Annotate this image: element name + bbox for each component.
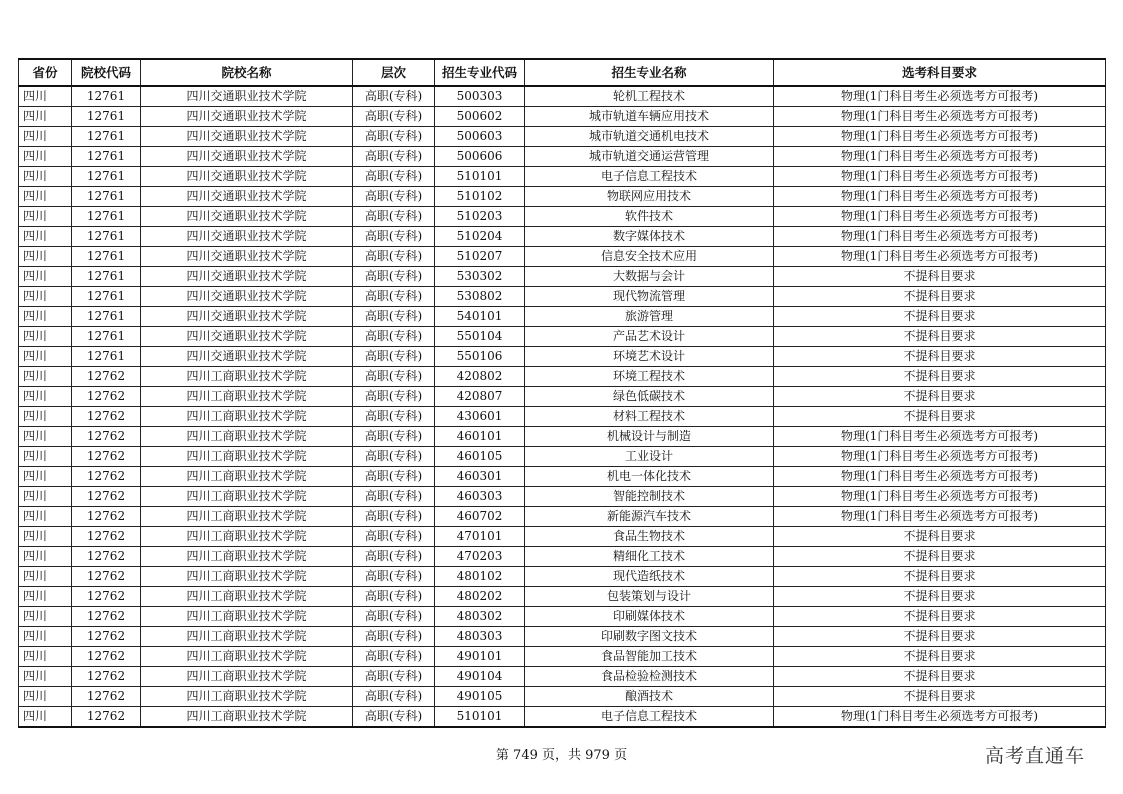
cell-level: 高职(专科)	[353, 547, 435, 567]
cell-school-code: 12761	[72, 267, 141, 287]
cell-level: 高职(专科)	[353, 667, 435, 687]
cell-province: 四川	[19, 587, 72, 607]
cell-major-name: 食品检验检测技术	[525, 667, 774, 687]
cell-major-code: 510101	[435, 707, 525, 728]
cell-level: 高职(专科)	[353, 447, 435, 467]
table-row	[19, 267, 1106, 287]
table-row	[19, 307, 1106, 327]
cell-school-code: 12762	[72, 467, 141, 487]
cell-school-name: 四川工商职业技术学院	[141, 447, 353, 467]
table-row	[19, 86, 1106, 107]
cell-level: 高职(专科)	[353, 307, 435, 327]
cell-school-code: 12762	[72, 707, 141, 728]
table-row	[19, 507, 1106, 527]
cell-school-code: 12761	[72, 147, 141, 167]
table-header-row	[19, 59, 1106, 86]
cell-major-name: 印刷数字图文技术	[525, 627, 774, 647]
cell-province: 四川	[19, 267, 72, 287]
cell-major-code: 500606	[435, 147, 525, 167]
cell-province: 四川	[19, 227, 72, 247]
cell-province: 四川	[19, 467, 72, 487]
cell-major-code: 500303	[435, 86, 525, 107]
header-major-name: 招生专业名称	[525, 59, 774, 86]
cell-subject-requirement: 不提科目要求	[774, 407, 1106, 427]
table-row	[19, 587, 1106, 607]
cell-major-code: 460105	[435, 447, 525, 467]
cell-province: 四川	[19, 127, 72, 147]
cell-major-name: 包装策划与设计	[525, 587, 774, 607]
table-row	[19, 167, 1106, 187]
cell-school-code: 12762	[72, 587, 141, 607]
cell-major-name: 轮机工程技术	[525, 86, 774, 107]
cell-province: 四川	[19, 327, 72, 347]
cell-subject-requirement: 物理(1门科目考生必须选考方可报考)	[774, 447, 1106, 467]
cell-major-code: 470101	[435, 527, 525, 547]
cell-major-code: 500602	[435, 107, 525, 127]
cell-school-name: 四川交通职业技术学院	[141, 107, 353, 127]
cell-subject-requirement: 物理(1门科目考生必须选考方可报考)	[774, 86, 1106, 107]
cell-province: 四川	[19, 407, 72, 427]
cell-school-code: 12762	[72, 447, 141, 467]
cell-major-name: 信息安全技术应用	[525, 247, 774, 267]
cell-province: 四川	[19, 247, 72, 267]
cell-subject-requirement: 物理(1门科目考生必须选考方可报考)	[774, 227, 1106, 247]
cell-major-code: 460301	[435, 467, 525, 487]
cell-school-name: 四川工商职业技术学院	[141, 547, 353, 567]
cell-major-code: 540101	[435, 307, 525, 327]
cell-subject-requirement: 物理(1门科目考生必须选考方可报考)	[774, 107, 1106, 127]
cell-school-name: 四川工商职业技术学院	[141, 387, 353, 407]
cell-province: 四川	[19, 527, 72, 547]
cell-province: 四川	[19, 647, 72, 667]
cell-province: 四川	[19, 147, 72, 167]
cell-major-name: 旅游管理	[525, 307, 774, 327]
page-number: 第 749 页，共 979 页	[495, 748, 628, 763]
cell-subject-requirement: 物理(1门科目考生必须选考方可报考)	[774, 167, 1106, 187]
cell-school-code: 12762	[72, 647, 141, 667]
cell-school-code: 12761	[72, 287, 141, 307]
cell-major-name: 城市轨道交通运营管理	[525, 147, 774, 167]
cell-province: 四川	[19, 687, 72, 707]
header-school-code: 院校代码	[72, 59, 141, 86]
cell-major-name: 软件技术	[525, 207, 774, 227]
cell-subject-requirement: 物理(1门科目考生必须选考方可报考)	[774, 427, 1106, 447]
cell-level: 高职(专科)	[353, 387, 435, 407]
cell-subject-requirement: 不提科目要求	[774, 527, 1106, 547]
cell-school-code: 12761	[72, 307, 141, 327]
cell-level: 高职(专科)	[353, 567, 435, 587]
cell-school-name: 四川工商职业技术学院	[141, 527, 353, 547]
cell-school-name: 四川交通职业技术学院	[141, 307, 353, 327]
cell-major-code: 460101	[435, 427, 525, 447]
cell-subject-requirement: 不提科目要求	[774, 607, 1106, 627]
cell-major-code: 490104	[435, 667, 525, 687]
cell-level: 高职(专科)	[353, 267, 435, 287]
cell-subject-requirement: 不提科目要求	[774, 627, 1106, 647]
cell-school-name: 四川工商职业技术学院	[141, 687, 353, 707]
table-row	[19, 287, 1106, 307]
cell-school-name: 四川交通职业技术学院	[141, 187, 353, 207]
cell-school-name: 四川交通职业技术学院	[141, 287, 353, 307]
cell-province: 四川	[19, 447, 72, 467]
cell-major-name: 绿色低碳技术	[525, 387, 774, 407]
cell-major-name: 食品生物技术	[525, 527, 774, 547]
cell-subject-requirement: 物理(1门科目考生必须选考方可报考)	[774, 187, 1106, 207]
cell-major-name: 产品艺术设计	[525, 327, 774, 347]
cell-school-code: 12762	[72, 607, 141, 627]
table-row	[19, 487, 1106, 507]
cell-subject-requirement: 不提科目要求	[774, 547, 1106, 567]
cell-school-code: 12761	[72, 207, 141, 227]
cell-school-code: 12762	[72, 387, 141, 407]
cell-level: 高职(专科)	[353, 287, 435, 307]
cell-province: 四川	[19, 387, 72, 407]
cell-province: 四川	[19, 347, 72, 367]
cell-school-code: 12762	[72, 627, 141, 647]
cell-school-name: 四川交通职业技术学院	[141, 227, 353, 247]
cell-major-code: 490105	[435, 687, 525, 707]
table-row	[19, 447, 1106, 467]
cell-major-name: 食品智能加工技术	[525, 647, 774, 667]
cell-major-code: 420807	[435, 387, 525, 407]
cell-major-name: 工业设计	[525, 447, 774, 467]
cell-subject-requirement: 不提科目要求	[774, 347, 1106, 367]
cell-major-name: 机械设计与制造	[525, 427, 774, 447]
cell-level: 高职(专科)	[353, 707, 435, 728]
cell-school-code: 12761	[72, 247, 141, 267]
cell-province: 四川	[19, 107, 72, 127]
cell-major-name: 环境工程技术	[525, 367, 774, 387]
table-row	[19, 567, 1106, 587]
cell-major-code: 480102	[435, 567, 525, 587]
cell-province: 四川	[19, 607, 72, 627]
cell-school-code: 12761	[72, 327, 141, 347]
table-row	[19, 627, 1106, 647]
cell-major-code: 470203	[435, 547, 525, 567]
cell-subject-requirement: 不提科目要求	[774, 647, 1106, 667]
table-row	[19, 227, 1106, 247]
cell-level: 高职(专科)	[353, 227, 435, 247]
cell-school-code: 12762	[72, 407, 141, 427]
cell-major-code: 500603	[435, 127, 525, 147]
cell-province: 四川	[19, 547, 72, 567]
table-row	[19, 367, 1106, 387]
table-row	[19, 187, 1106, 207]
cell-province: 四川	[19, 167, 72, 187]
cell-major-code: 510207	[435, 247, 525, 267]
cell-major-code: 490101	[435, 647, 525, 667]
cell-subject-requirement: 不提科目要求	[774, 387, 1106, 407]
cell-level: 高职(专科)	[353, 367, 435, 387]
cell-school-code: 12761	[72, 347, 141, 367]
cell-province: 四川	[19, 507, 72, 527]
cell-level: 高职(专科)	[353, 427, 435, 447]
table-row	[19, 107, 1106, 127]
cell-school-name: 四川工商职业技术学院	[141, 427, 353, 447]
cell-province: 四川	[19, 427, 72, 447]
cell-major-name: 城市轨道交通机电技术	[525, 127, 774, 147]
cell-level: 高职(专科)	[353, 207, 435, 227]
cell-level: 高职(专科)	[353, 407, 435, 427]
cell-province: 四川	[19, 307, 72, 327]
cell-major-name: 材料工程技术	[525, 407, 774, 427]
cell-level: 高职(专科)	[353, 327, 435, 347]
table-row	[19, 387, 1106, 407]
cell-major-code: 510101	[435, 167, 525, 187]
cell-school-name: 四川交通职业技术学院	[141, 327, 353, 347]
cell-subject-requirement: 不提科目要求	[774, 687, 1106, 707]
cell-school-name: 四川交通职业技术学院	[141, 207, 353, 227]
header-province: 省份	[19, 59, 72, 86]
cell-level: 高职(专科)	[353, 467, 435, 487]
cell-school-code: 12762	[72, 527, 141, 547]
cell-school-name: 四川交通职业技术学院	[141, 347, 353, 367]
cell-province: 四川	[19, 487, 72, 507]
cell-school-name: 四川交通职业技术学院	[141, 86, 353, 107]
cell-major-name: 酿酒技术	[525, 687, 774, 707]
cell-major-name: 物联网应用技术	[525, 187, 774, 207]
cell-major-name: 大数据与会计	[525, 267, 774, 287]
cell-level: 高职(专科)	[353, 347, 435, 367]
cell-province: 四川	[19, 627, 72, 647]
cell-school-name: 四川工商职业技术学院	[141, 587, 353, 607]
table-row	[19, 527, 1106, 547]
cell-major-name: 印刷媒体技术	[525, 607, 774, 627]
cell-school-code: 12762	[72, 667, 141, 687]
cell-school-name: 四川工商职业技术学院	[141, 607, 353, 627]
cell-school-code: 12761	[72, 227, 141, 247]
table-row	[19, 667, 1106, 687]
cell-school-name: 四川工商职业技术学院	[141, 567, 353, 587]
table-row	[19, 647, 1106, 667]
cell-major-name: 环境艺术设计	[525, 347, 774, 367]
cell-level: 高职(专科)	[353, 607, 435, 627]
table-row	[19, 247, 1106, 267]
cell-school-code: 12761	[72, 167, 141, 187]
cell-subject-requirement: 不提科目要求	[774, 667, 1106, 687]
table-row	[19, 127, 1106, 147]
table-row	[19, 347, 1106, 367]
cell-school-name: 四川交通职业技术学院	[141, 147, 353, 167]
cell-school-name: 四川工商职业技术学院	[141, 647, 353, 667]
cell-major-code: 460702	[435, 507, 525, 527]
cell-school-name: 四川交通职业技术学院	[141, 247, 353, 267]
cell-subject-requirement: 物理(1门科目考生必须选考方可报考)	[774, 487, 1106, 507]
cell-level: 高职(专科)	[353, 627, 435, 647]
table-row	[19, 547, 1106, 567]
cell-school-name: 四川工商职业技术学院	[141, 407, 353, 427]
cell-major-code: 510203	[435, 207, 525, 227]
header-school-name: 院校名称	[141, 59, 353, 86]
cell-subject-requirement: 物理(1门科目考生必须选考方可报考)	[774, 467, 1106, 487]
cell-major-code: 480303	[435, 627, 525, 647]
cell-major-name: 新能源汽车技术	[525, 507, 774, 527]
cell-school-code: 12761	[72, 86, 141, 107]
cell-school-name: 四川工商职业技术学院	[141, 627, 353, 647]
table-row	[19, 687, 1106, 707]
cell-major-code: 530802	[435, 287, 525, 307]
table-row	[19, 467, 1106, 487]
cell-province: 四川	[19, 287, 72, 307]
cell-major-name: 智能控制技术	[525, 487, 774, 507]
cell-level: 高职(专科)	[353, 127, 435, 147]
cell-major-code: 510102	[435, 187, 525, 207]
cell-school-code: 12761	[72, 107, 141, 127]
table-row	[19, 407, 1106, 427]
cell-province: 四川	[19, 187, 72, 207]
cell-province: 四川	[19, 207, 72, 227]
cell-school-code: 12762	[72, 547, 141, 567]
cell-school-code: 12762	[72, 567, 141, 587]
cell-major-name: 现代物流管理	[525, 287, 774, 307]
cell-subject-requirement: 不提科目要求	[774, 267, 1106, 287]
cell-school-code: 12762	[72, 487, 141, 507]
cell-major-code: 510204	[435, 227, 525, 247]
cell-level: 高职(专科)	[353, 247, 435, 267]
cell-school-name: 四川工商职业技术学院	[141, 707, 353, 728]
cell-subject-requirement: 不提科目要求	[774, 307, 1106, 327]
cell-school-name: 四川交通职业技术学院	[141, 167, 353, 187]
cell-level: 高职(专科)	[353, 187, 435, 207]
cell-level: 高职(专科)	[353, 147, 435, 167]
cell-province: 四川	[19, 567, 72, 587]
table-row	[19, 607, 1106, 627]
cell-subject-requirement: 物理(1门科目考生必须选考方可报考)	[774, 507, 1106, 527]
cell-school-name: 四川工商职业技术学院	[141, 487, 353, 507]
cell-school-code: 12761	[72, 127, 141, 147]
cell-major-code: 430601	[435, 407, 525, 427]
cell-major-name: 数字媒体技术	[525, 227, 774, 247]
cell-school-name: 四川工商职业技术学院	[141, 667, 353, 687]
cell-subject-requirement: 不提科目要求	[774, 327, 1106, 347]
cell-major-name: 机电一体化技术	[525, 467, 774, 487]
cell-subject-requirement: 物理(1门科目考生必须选考方可报考)	[774, 147, 1106, 167]
cell-major-name: 电子信息工程技术	[525, 167, 774, 187]
cell-province: 四川	[19, 707, 72, 728]
cell-school-name: 四川工商职业技术学院	[141, 507, 353, 527]
cell-level: 高职(专科)	[353, 587, 435, 607]
cell-subject-requirement: 物理(1门科目考生必须选考方可报考)	[774, 247, 1106, 267]
cell-subject-requirement: 不提科目要求	[774, 287, 1106, 307]
header-subject-requirement: 选考科目要求	[774, 59, 1106, 86]
cell-level: 高职(专科)	[353, 647, 435, 667]
cell-subject-requirement: 物理(1门科目考生必须选考方可报考)	[774, 127, 1106, 147]
cell-school-name: 四川交通职业技术学院	[141, 267, 353, 287]
cell-province: 四川	[19, 667, 72, 687]
cell-level: 高职(专科)	[353, 687, 435, 707]
cell-school-code: 12762	[72, 427, 141, 447]
cell-subject-requirement: 不提科目要求	[774, 367, 1106, 387]
cell-school-code: 12761	[72, 187, 141, 207]
cell-level: 高职(专科)	[353, 507, 435, 527]
cell-major-name: 现代造纸技术	[525, 567, 774, 587]
cell-major-code: 550106	[435, 347, 525, 367]
watermark-logo-text: 高考直通车	[985, 745, 1086, 767]
cell-major-name: 城市轨道车辆应用技术	[525, 107, 774, 127]
cell-major-name: 精细化工技术	[525, 547, 774, 567]
cell-level: 高职(专科)	[353, 527, 435, 547]
cell-subject-requirement: 物理(1门科目考生必须选考方可报考)	[774, 707, 1106, 728]
cell-school-name: 四川工商职业技术学院	[141, 367, 353, 387]
cell-major-code: 550104	[435, 327, 525, 347]
table-row	[19, 327, 1106, 347]
cell-school-name: 四川交通职业技术学院	[141, 127, 353, 147]
cell-school-code: 12762	[72, 507, 141, 527]
cell-major-code: 480202	[435, 587, 525, 607]
cell-major-code: 530302	[435, 267, 525, 287]
cell-level: 高职(专科)	[353, 86, 435, 107]
cell-province: 四川	[19, 86, 72, 107]
cell-major-code: 420802	[435, 367, 525, 387]
table-row	[19, 427, 1106, 447]
table-row	[19, 147, 1106, 167]
table-row	[19, 707, 1106, 728]
cell-school-code: 12762	[72, 687, 141, 707]
cell-level: 高职(专科)	[353, 167, 435, 187]
cell-major-code: 480302	[435, 607, 525, 627]
cell-level: 高职(专科)	[353, 107, 435, 127]
header-major-code: 招生专业代码	[435, 59, 525, 86]
cell-major-code: 460303	[435, 487, 525, 507]
cell-subject-requirement: 不提科目要求	[774, 567, 1106, 587]
header-level: 层次	[353, 59, 435, 86]
cell-province: 四川	[19, 367, 72, 387]
cell-major-name: 电子信息工程技术	[525, 707, 774, 728]
cell-school-name: 四川工商职业技术学院	[141, 467, 353, 487]
cell-subject-requirement: 物理(1门科目考生必须选考方可报考)	[774, 207, 1106, 227]
table-body	[19, 86, 1106, 727]
table-row	[19, 207, 1106, 227]
cell-subject-requirement: 不提科目要求	[774, 587, 1106, 607]
cell-school-code: 12762	[72, 367, 141, 387]
cell-level: 高职(专科)	[353, 487, 435, 507]
admission-table	[18, 58, 1106, 728]
